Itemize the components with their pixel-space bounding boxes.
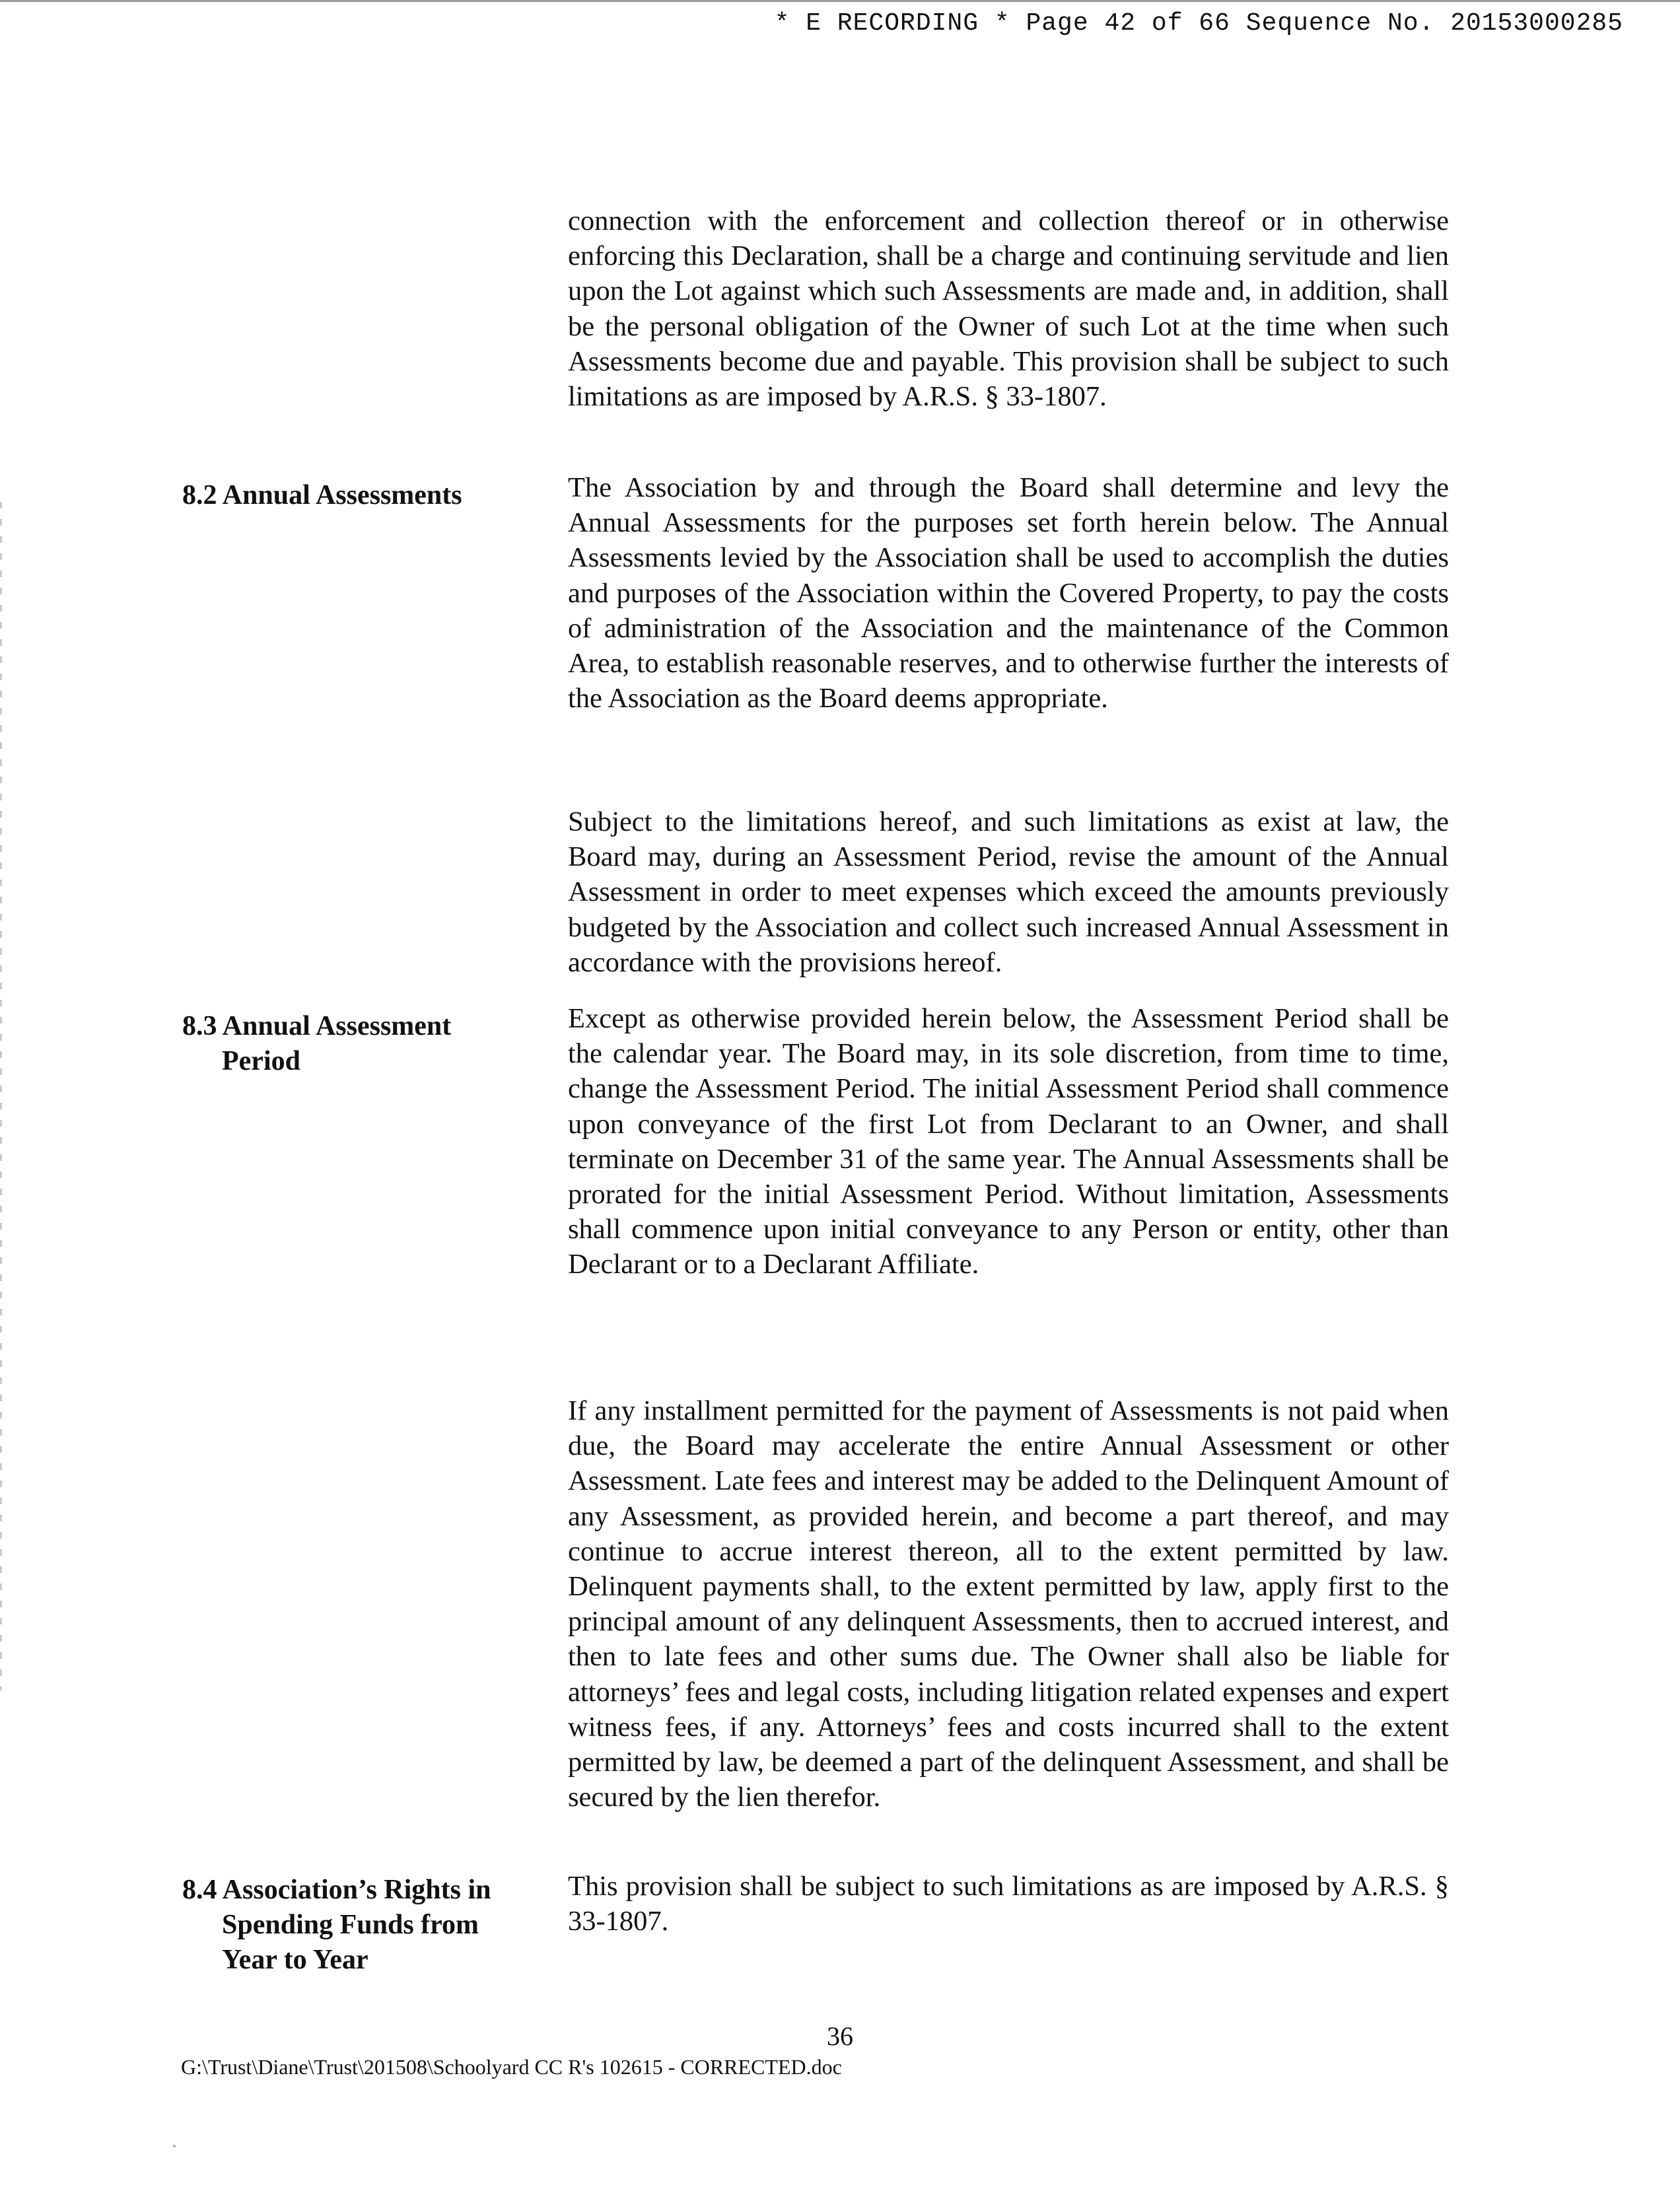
section-heading-8-2: [182, 478, 462, 513]
section-8-3-paragraph-2: If any installment permitted for the payment of Assessments is not paid when due, the Board may accelerate the entire Annual Assessment or other Assessment. Late fees and interest may be added to the Delinquent Amount of any Assessment, as provided herein, and become a part thereof, and may continue to accrue interest thereon, all to the extent permitted by law. Delinquent payments shall, to the extent permitted by law, apply first to the principal amount of any delinquent Assessments, then to accrued interest, and then to late fees and other sums due. The Owner shall also be liable for attorneys’ fees and legal costs, including litigation related expenses and expert witness fees, if any. Attorneys’ fees and costs incurred shall to the extent permitted by law, be deemed a part of the delinquent Assessment, and shall be secured by the lien therefor.: [568, 1395, 1449, 1813]
section-8-2-paragraph-1: The Association by and through the Board shall determine and levy the Annual Assessments for the purposes set forth herein below. The Annual Assessments levied by the Association shall be used to accomplish the duties and purposes of the Association within the Covered Property, to pay the costs of administration of the Association and the maintenance of the Common Area, to establish reasonable reserves, and to otherwise further the interests of the Association as the Board deems appropriate.: [568, 472, 1449, 714]
section-heading-line: Period: [222, 1046, 300, 1076]
section-heading-line: 8.2 Annual Assessments: [182, 480, 462, 510]
section-heading-line: 8.4 Association’s Rights in: [182, 1875, 491, 1905]
page-number: 36: [827, 2021, 853, 2051]
recording-header: * E RECORDING * Page 42 of 66 Sequence No. 20153000285: [774, 9, 1623, 38]
section-heading-8-4: [182, 1873, 491, 1978]
file-path: G:\Trust\Diane\Trust\201508\Schoolyard CC R's 102615 - CORRECTED.doc: [181, 2055, 842, 2079]
top-border-line: [0, 0, 1680, 2]
intro-paragraph: connection with the enforcement and collection thereof or in otherwise enforcing this Declaration, shall be a charge and continuing servitude and lien upon the Lot against which such Assessments are made and, in addition, shall be the personal obligation of the Owner of such Lot at the time when such Assessments become due and payable. This provision shall be subject to such limitations as are imposed by A.R.S. § 33-1807.: [568, 205, 1449, 413]
scan-edge-marks: [0, 502, 2, 1690]
section-heading-8-3: [182, 1009, 451, 1079]
section-heading-line: Spending Funds from: [222, 1910, 479, 1940]
section-8-4-paragraph-1: This provision shall be subject to such limitations as are imposed by A.R.S. § 33-1807.: [568, 1871, 1449, 1937]
section-8-3-paragraph-1: Except as otherwise provided herein below, the Assessment Period shall be the calendar year. The Board may, in its sole discretion, from time to time, change the Assessment Period. The initial Assessment Period shall commence upon conveyance of the first Lot from Declarant to an Owner, and shall terminate on December 31 of the same year. The Annual Assessments shall be prorated for the initial Assessment Period. Without limitation, Assessments shall commence upon initial conveyance to any Person or entity, other than Declarant or to a Declarant Affiliate.: [568, 1003, 1449, 1280]
scan-speck: [173, 2145, 176, 2147]
section-heading-line: 8.3 Annual Assessment: [182, 1011, 452, 1041]
section-8-2-paragraph-2: Subject to the limitations hereof, and such limitations as exist at law, the Board may, during an Assessment Period, revise the amount of the Annual Assessment in order to meet expenses which exceed the amounts previously budgeted by the Association and collect such increased Annual Assessment in accordance with the provisions hereof.: [568, 806, 1449, 978]
section-heading-line: Year to Year: [222, 1945, 368, 1975]
